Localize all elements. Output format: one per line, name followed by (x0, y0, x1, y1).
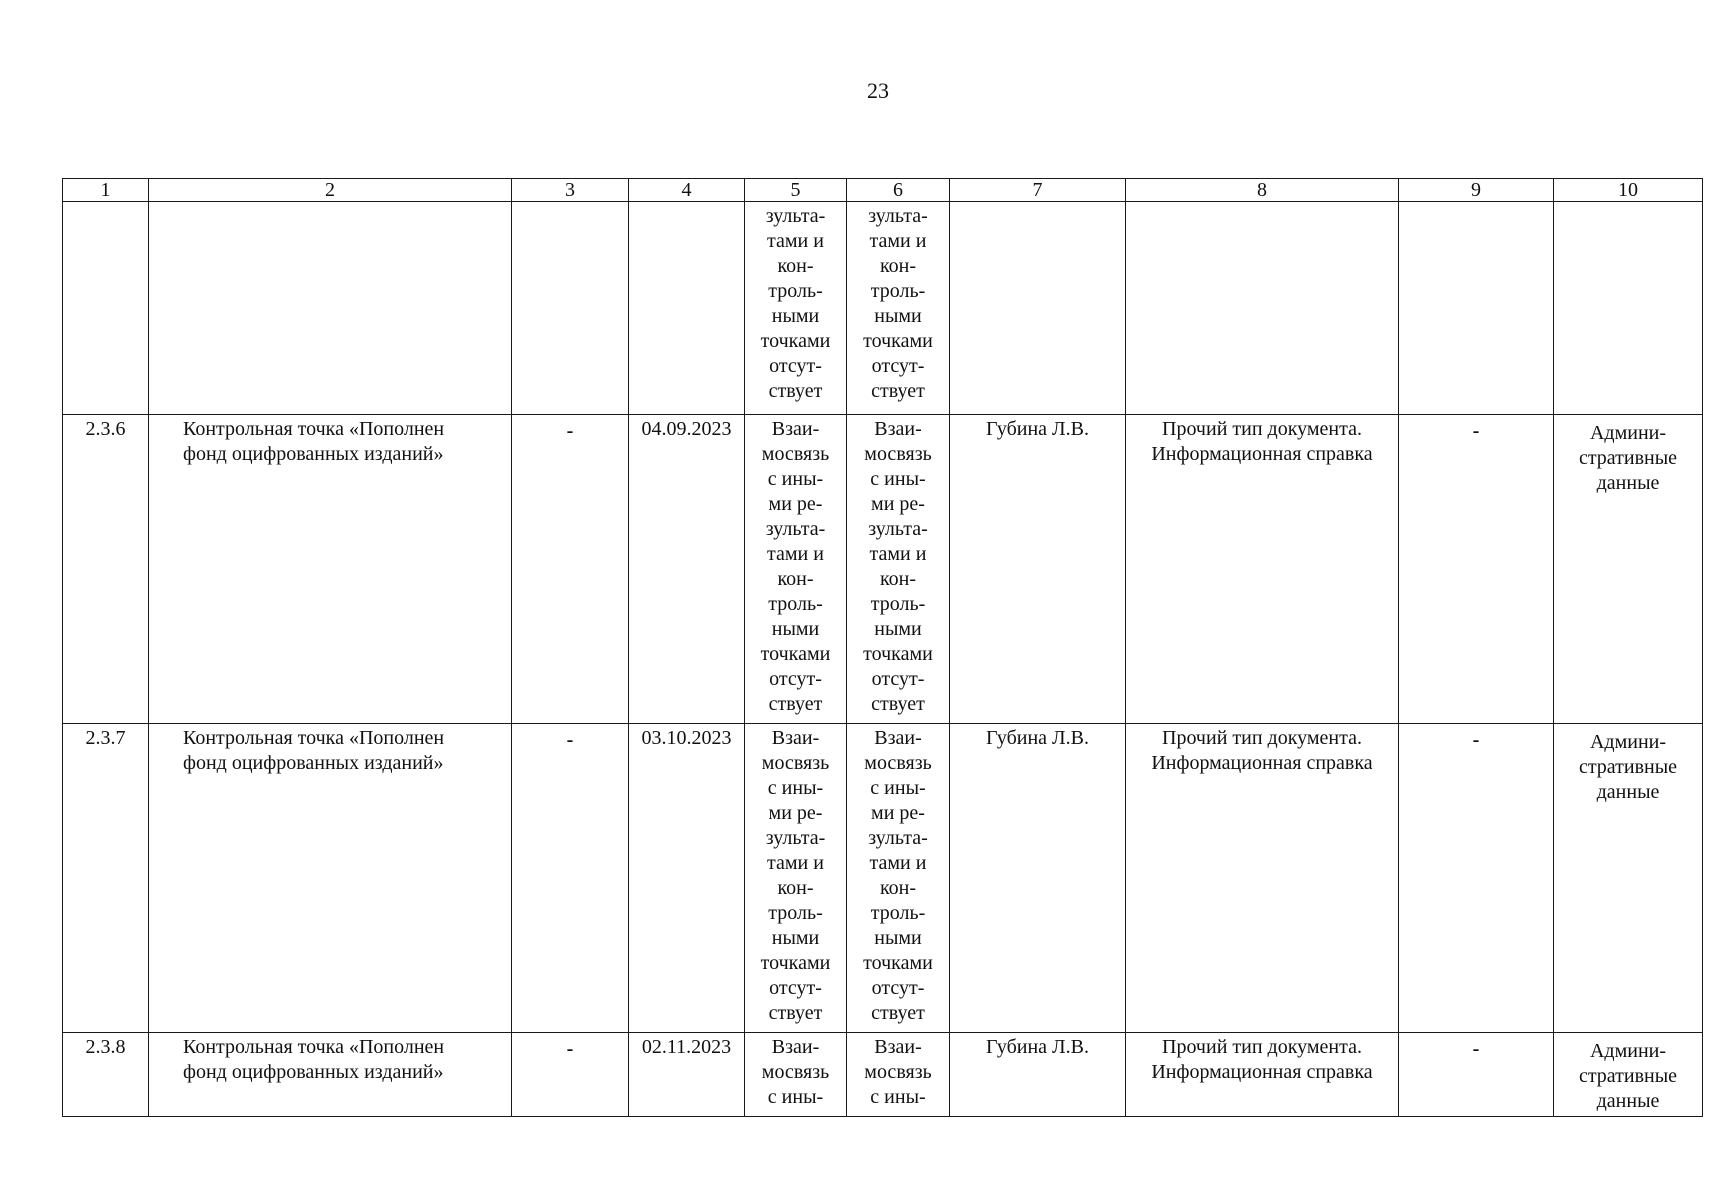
text-line: ными (771, 618, 820, 640)
text-line: с ины- (870, 468, 926, 490)
row-responsible: Губина Л.В. (950, 415, 1126, 724)
text-line: ми ре- (871, 802, 925, 824)
row-responsible: Губина Л.В. (950, 724, 1126, 1033)
row-document-type (1126, 1033, 1399, 1117)
text-line: Взаи- (874, 1036, 922, 1058)
cell-relation-continued (847, 202, 950, 415)
text-line: тами и (767, 230, 824, 252)
text-line: с ины- (870, 1086, 926, 1108)
cell-dash: - (512, 1033, 629, 1117)
cell-empty (512, 202, 629, 415)
cell-dash: - (512, 724, 629, 1033)
cell-relation (745, 415, 847, 724)
schedule-table (62, 178, 1703, 1117)
row-document-type (1126, 415, 1399, 724)
text-line: кон- (777, 255, 814, 277)
cell-empty (63, 202, 149, 415)
text-line: отсут- (871, 977, 925, 999)
column-number-row (63, 179, 1703, 202)
text-line: кон- (777, 877, 814, 899)
text-line: Контрольная точка «Пополнен (183, 418, 445, 440)
text-line: тами и (869, 543, 927, 565)
cell-relation (745, 1033, 847, 1117)
text-line: точками (760, 952, 831, 974)
text-line: ными (771, 927, 820, 949)
row-date: 03.10.2023 (629, 724, 745, 1033)
page-number: 23 (867, 78, 889, 103)
text-line: ными (874, 305, 922, 327)
cell-empty (1554, 202, 1703, 415)
text-line: зульта- (868, 518, 928, 540)
text-line: Информационная справка (1151, 752, 1373, 774)
cell-relation-continued (745, 202, 847, 415)
text-line: троль- (870, 280, 926, 302)
text-line: троль- (870, 593, 926, 615)
text-line: ствует (768, 380, 823, 402)
row-title (149, 415, 512, 724)
text-line: с ины- (767, 777, 824, 799)
row-date: 04.09.2023 (629, 415, 745, 724)
text-line: стративные (1578, 756, 1678, 778)
column-number: 4 (629, 179, 745, 202)
text-line: точками (863, 643, 933, 665)
text-line: зульта- (868, 205, 928, 227)
text-line: Взаи- (771, 418, 820, 440)
row-document-type (1126, 724, 1399, 1033)
text-line: кон- (777, 568, 814, 590)
text-line: с ины- (767, 468, 824, 490)
text-line: ми ре- (768, 802, 823, 824)
text-line: зульта- (765, 827, 826, 849)
text-line: мосвязь (864, 752, 932, 774)
row-data-source (1554, 415, 1703, 724)
text-line: данные (1596, 781, 1660, 803)
text-line: стративные (1578, 447, 1678, 469)
row-responsible: Губина Л.В. (950, 1033, 1126, 1117)
text-line: ми ре- (768, 493, 823, 515)
text-line: Прочий тип документа. (1162, 727, 1362, 749)
column-number: 3 (512, 179, 629, 202)
text-line: Контрольная точка «Пополнен (183, 1036, 445, 1058)
text-line: мосвязь (761, 443, 830, 465)
text-line: Админи- (1589, 1040, 1667, 1062)
text-line: Прочий тип документа. (1162, 1036, 1362, 1058)
text-line: отсут- (769, 355, 822, 377)
column-number: 7 (950, 179, 1126, 202)
row-data-source (1554, 1033, 1703, 1117)
text-line: зульта- (868, 827, 928, 849)
cell-relation (847, 724, 950, 1033)
continuation-row (63, 202, 1703, 415)
text-line: тами и (767, 543, 824, 565)
text-line: точками (863, 952, 933, 974)
cell-empty (149, 202, 512, 415)
text-line: ными (874, 927, 922, 949)
cell-relation (847, 415, 950, 724)
row-data-source (1554, 724, 1703, 1033)
cell-empty (1126, 202, 1399, 415)
cell-dash: - (1399, 724, 1554, 1033)
cell-empty (950, 202, 1126, 415)
row-number: 2.3.8 (63, 1033, 149, 1117)
column-number: 9 (1399, 179, 1554, 202)
text-line: ными (874, 618, 922, 640)
text-line: Взаи- (771, 727, 820, 749)
text-line: точками (760, 643, 831, 665)
text-line: зульта- (765, 205, 826, 227)
cell-relation (745, 724, 847, 1033)
cell-dash: - (1399, 415, 1554, 724)
text-line: ными (771, 305, 820, 327)
text-line: Админи- (1589, 731, 1667, 753)
text-line: отсут- (769, 977, 822, 999)
text-line: тами и (869, 230, 927, 252)
text-line: кон- (879, 877, 917, 899)
column-number: 10 (1554, 179, 1703, 202)
text-line: ми ре- (871, 493, 925, 515)
text-line: тами и (767, 852, 824, 874)
text-line: Контрольная точка «Пополнен (183, 727, 445, 749)
cell-dash: - (512, 415, 629, 724)
text-line: кон- (879, 255, 917, 277)
text-line: точками (760, 330, 831, 352)
text-line: фонд оцифрованных изданий» (183, 1061, 444, 1083)
table-row (63, 724, 1703, 1033)
text-line: кон- (879, 568, 917, 590)
text-line: Информационная справка (1151, 443, 1373, 465)
text-line: тами и (869, 852, 927, 874)
text-line: фонд оцифрованных изданий» (183, 752, 444, 774)
text-line: мосвязь (761, 752, 830, 774)
text-line: стративные (1578, 1065, 1678, 1087)
text-line: троль- (768, 280, 823, 302)
text-line: ствует (871, 380, 925, 402)
text-line: Админи- (1589, 422, 1667, 444)
text-line: троль- (870, 902, 926, 924)
text-line: ствует (871, 1002, 925, 1024)
column-number: 8 (1126, 179, 1399, 202)
text-line: данные (1596, 472, 1660, 494)
row-date: 02.11.2023 (629, 1033, 745, 1117)
cell-dash: - (1399, 1033, 1554, 1117)
cell-empty (1399, 202, 1554, 415)
column-number: 1 (63, 179, 149, 202)
text-line: Прочий тип документа. (1162, 418, 1362, 440)
text-line: ствует (871, 693, 925, 715)
row-number: 2.3.7 (63, 724, 149, 1033)
text-line: троль- (768, 902, 823, 924)
text-line: Взаи- (771, 1036, 820, 1058)
text-line: Взаи- (874, 727, 922, 749)
text-line: отсут- (769, 668, 822, 690)
row-title (149, 1033, 512, 1117)
table-row (63, 1033, 1703, 1117)
column-number: 6 (847, 179, 950, 202)
text-line: ствует (768, 693, 823, 715)
text-line: фонд оцифрованных изданий» (183, 443, 444, 465)
text-line: с ины- (767, 1086, 824, 1108)
cell-relation (847, 1033, 950, 1117)
text-line: мосвязь (761, 1061, 830, 1083)
text-line: данные (1596, 1090, 1660, 1112)
text-line: Взаи- (874, 418, 922, 440)
text-line: мосвязь (864, 1061, 932, 1083)
text-line: отсут- (871, 668, 925, 690)
text-line: зульта- (765, 518, 826, 540)
text-line: троль- (768, 593, 823, 615)
text-line: Информационная справка (1151, 1061, 1373, 1083)
table-row (63, 415, 1703, 724)
row-title (149, 724, 512, 1033)
text-line: мосвязь (864, 443, 932, 465)
text-line: с ины- (870, 777, 926, 799)
text-line: точками (863, 330, 933, 352)
column-number: 2 (149, 179, 512, 202)
row-number: 2.3.6 (63, 415, 149, 724)
column-number: 5 (745, 179, 847, 202)
cell-empty (629, 202, 745, 415)
text-line: отсут- (871, 355, 925, 377)
text-line: ствует (768, 1002, 823, 1024)
